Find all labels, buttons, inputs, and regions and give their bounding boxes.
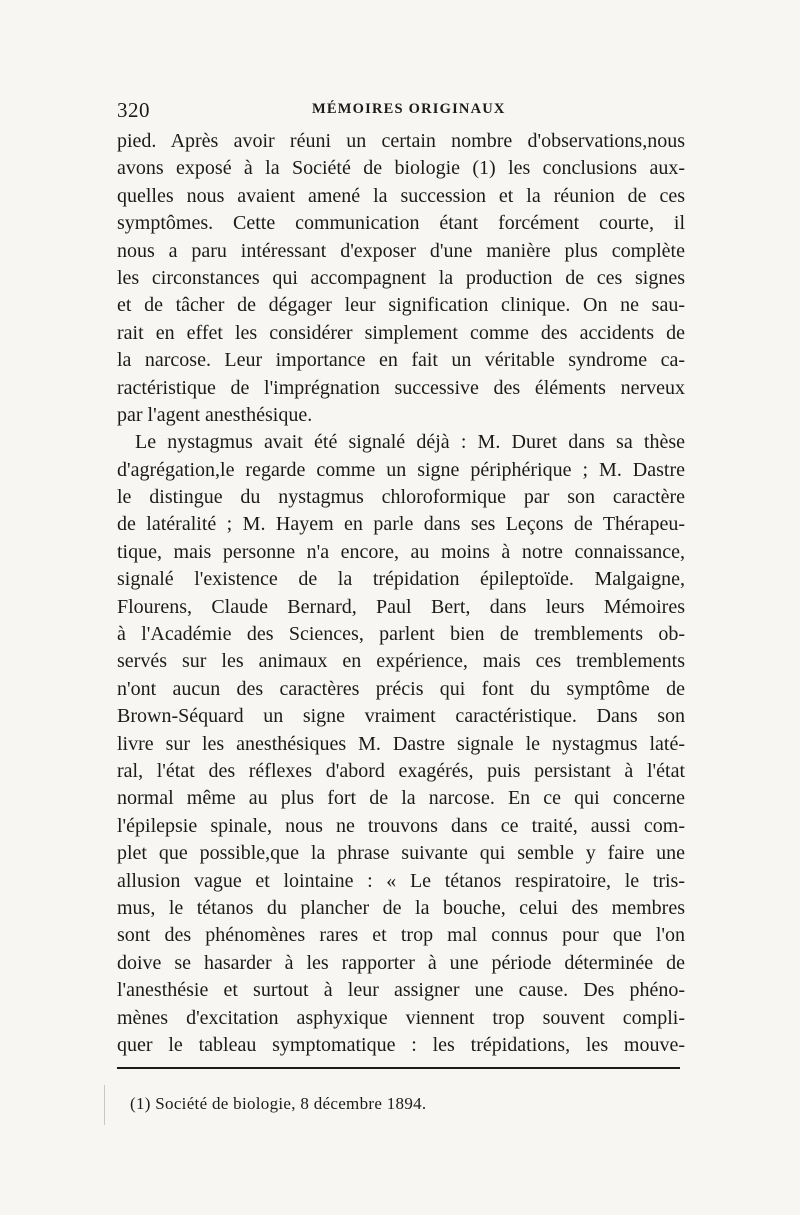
paragraph-start-line: Le nystagmus avait été signalé déjà : M. Duret dans sa thèse: [135, 431, 685, 454]
text-line: le distingue du nystagmus chloroformique par son caractère: [117, 486, 685, 509]
text-line: l'épilepsie spinale, nous ne trouvons dans ce traité, aussi com-: [117, 814, 685, 837]
text-line: mus, le tétanos du plancher de la bouche, celui des membres: [117, 896, 685, 919]
text-line: sont des phénomènes rares et trop mal connus pour que l'on: [117, 924, 685, 947]
text-line: rait en effet les considérer simplement comme des accidents de: [117, 321, 685, 344]
text-line: ractéristique de l'imprégnation successive des éléments nerveux: [117, 376, 685, 399]
text-line: les circonstances qui accompagnent la production de ces signes: [117, 266, 685, 289]
text-line: d'agrégation,le regarde comme un signe périphérique ; M. Dastre: [117, 458, 685, 481]
text-line: pied. Après avoir réuni un certain nombre d'observations,nous: [117, 130, 685, 152]
text-line: de latéralité ; M. Hayem en parle dans ses Leçons de Thérapeu-: [117, 513, 685, 536]
text-line: plet que possible,que la phrase suivante qui semble y faire une: [117, 842, 685, 865]
footnote-rule: [117, 1067, 680, 1069]
page-number: 320: [117, 98, 150, 122]
text-line: ral, l'état des réflexes d'abord exagérés, puis persistant à l'état: [117, 759, 685, 782]
text-line: livre sur les anesthésiques M. Dastre signale le nystagmus laté-: [117, 732, 685, 755]
text-line: doive se hasarder à les rapporter à une période déterminée de: [117, 951, 685, 974]
text-line: la narcose. Leur importance en fait un véritable syndrome ca-: [117, 349, 685, 372]
text-line: nous a paru intéressant d'exposer d'une manière plus complète: [117, 239, 685, 262]
footnote: (1) Société de biologie, 8 décembre 1894.: [130, 1094, 427, 1113]
text-line: signalé l'existence de la trépidation épileptoïde. Malgaigne,: [117, 568, 685, 591]
text-line: l'anesthésie et surtout à leur assigner une cause. Des phéno-: [117, 979, 685, 1002]
page-header: [117, 98, 685, 124]
text-line: quelles nous avaient amené la succession et la réunion de ces: [117, 184, 685, 207]
text-line: servés sur les animaux en expérience, mais ces tremblements: [117, 650, 685, 673]
running-title: MÉMOIRES ORIGINAUX: [312, 101, 506, 117]
text-line: allusion vague et lointaine : « Le tétanos respiratoire, le tris-: [117, 869, 685, 892]
body-text: [117, 128, 685, 1059]
text-line: normal même au plus fort de la narcose. En ce qui concerne: [117, 787, 685, 810]
text-line: Brown-Séquard un signe vraiment caractéristique. Dans son: [117, 705, 685, 728]
text-line: et de tâcher de dégager leur signification clinique. On ne sau-: [117, 294, 685, 317]
text-line: à l'Académie des Sciences, parlent bien de tremblements ob-: [117, 623, 685, 646]
text-line: Flourens, Claude Bernard, Paul Bert, dans leurs Mémoires: [117, 595, 685, 618]
page-edge-mark: [104, 1085, 115, 1125]
text-line: quer le tableau symptomatique : les trépidations, les mouve-: [117, 1033, 685, 1056]
text-line: avons exposé à la Société de biologie (1) les conclusions aux-: [117, 157, 685, 180]
text-line: symptômes. Cette communication étant forcément courte, il: [117, 212, 685, 235]
text-line: tique, mais personne n'a encore, au moins à notre connaissance,: [117, 540, 685, 563]
text-line: n'ont aucun des caractères précis qui font du symptôme de: [117, 677, 685, 700]
paragraph-end-line: par l'agent anesthésique.: [117, 403, 313, 426]
text-line: mènes d'excitation asphyxique viennent trop souvent compli-: [117, 1006, 685, 1029]
